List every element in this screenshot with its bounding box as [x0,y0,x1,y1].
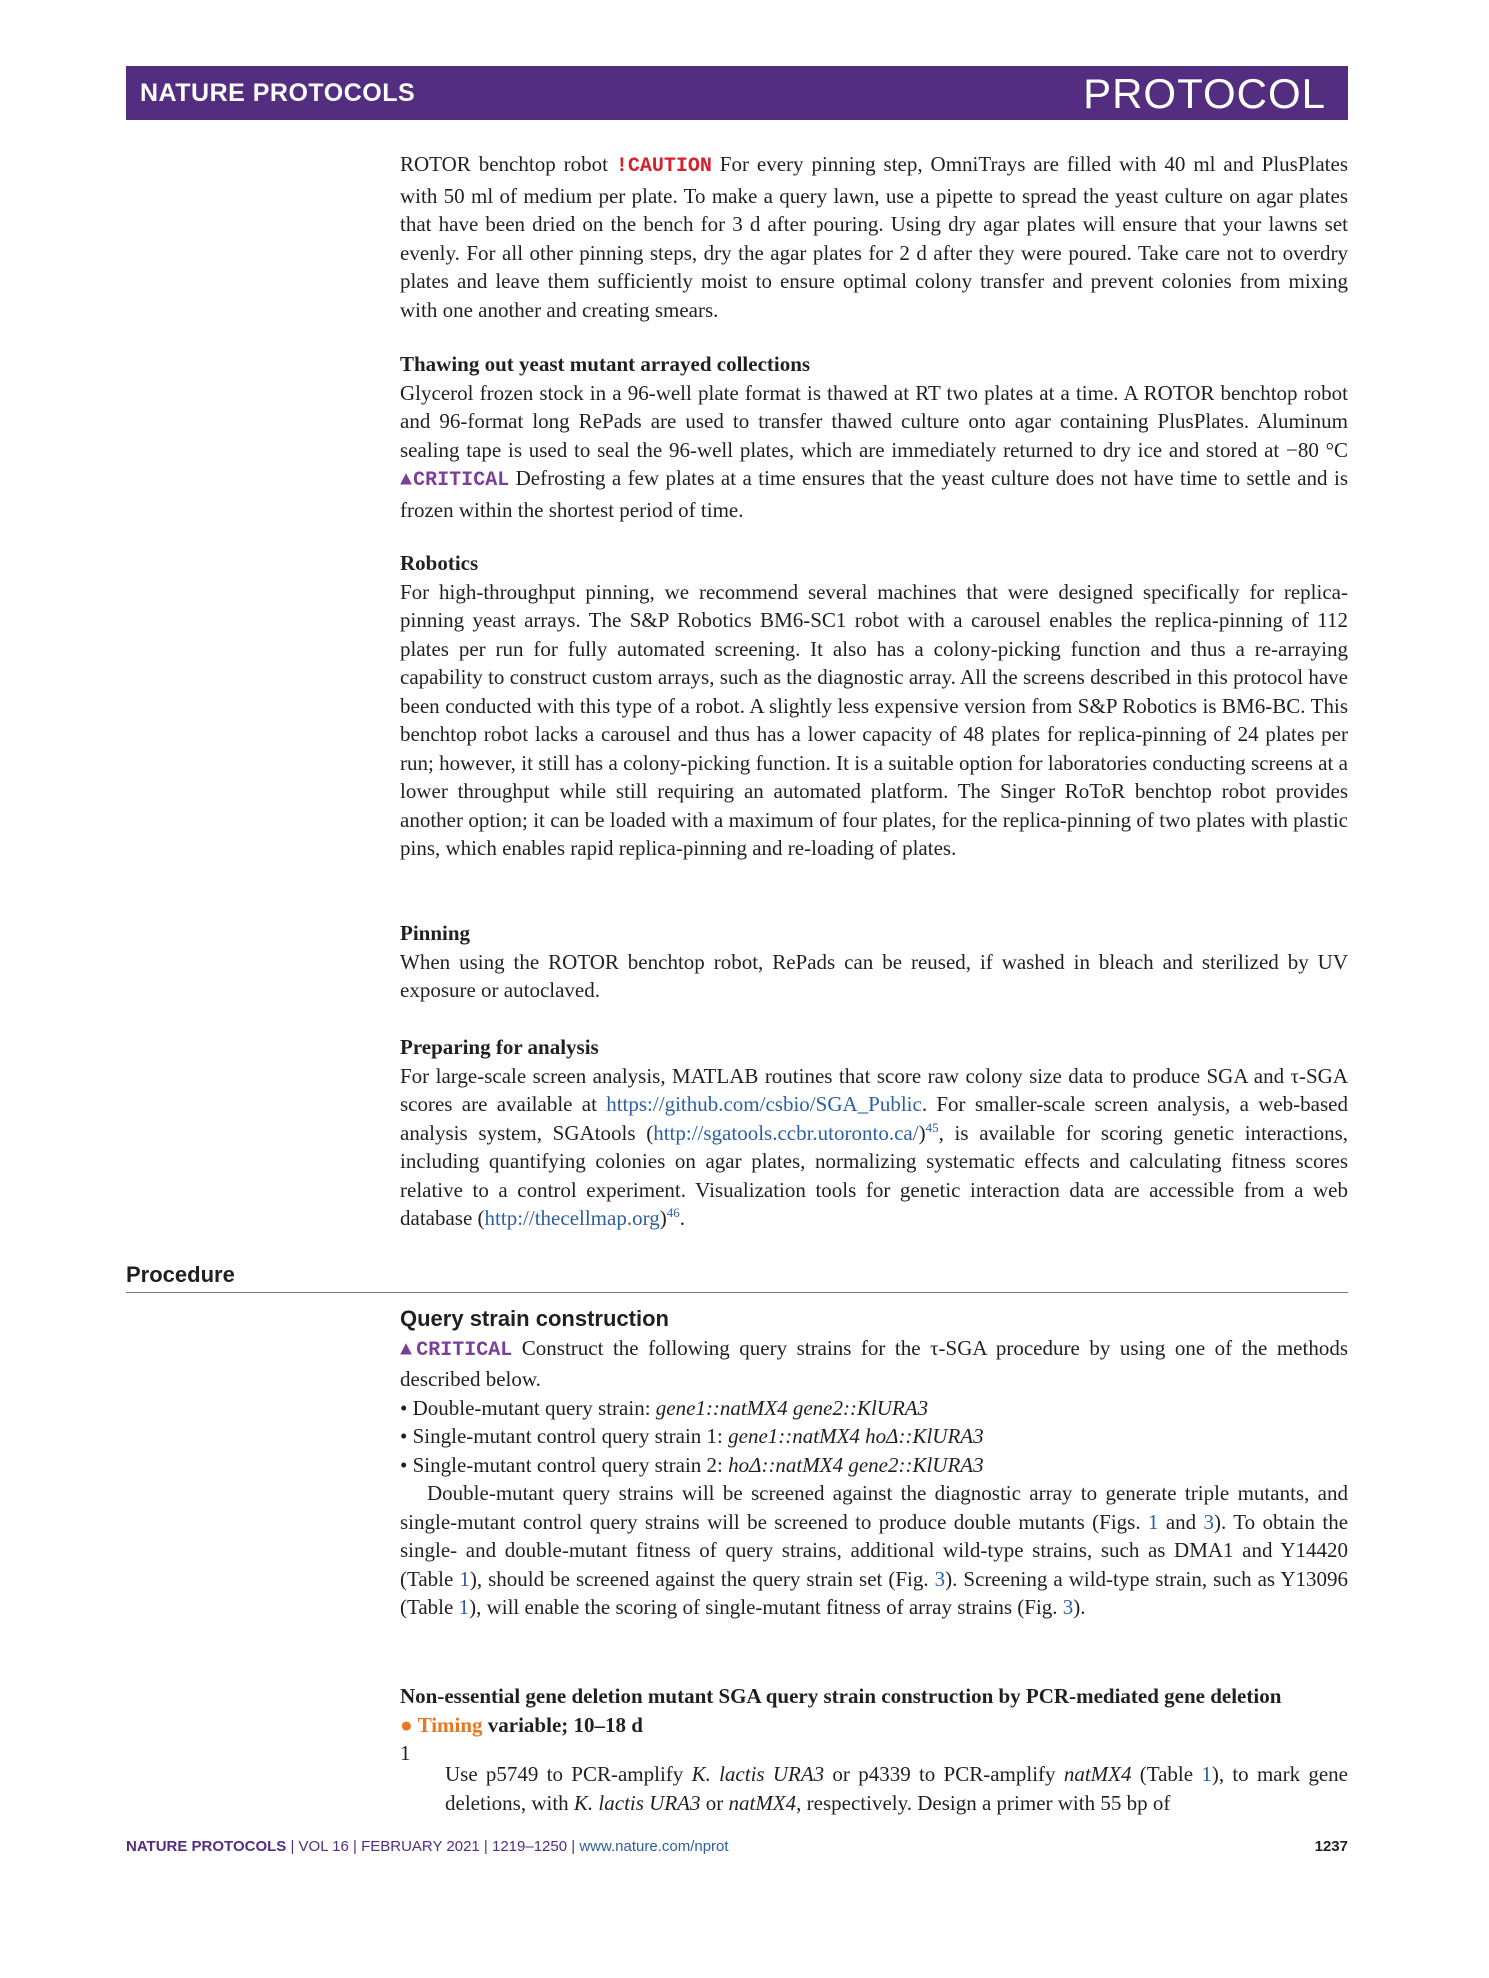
bullet-double-mutant [400,1394,1348,1423]
bullet-label: • Double-mutant query strain: [400,1395,656,1420]
analysis-heading: Preparing for analysis [400,1035,599,1059]
figure-ref[interactable]: 3 [934,1566,946,1591]
timing-label: Timing [417,1712,483,1737]
text: (Table [1131,1762,1202,1786]
bullet-single-mutant-2 [400,1451,1348,1480]
reference-45[interactable]: 45 [925,1119,939,1135]
text: or [700,1790,729,1815]
journal-banner [126,66,1348,120]
bullet-label: • Single-mutant control query strain 2: [400,1452,729,1477]
footer-volume: VOL 16 [298,1838,349,1855]
text: or p4339 to PCR-amplify [824,1762,1064,1786]
analysis-text-2: . For smaller-scale screen analysis, a web-based analysis system, SGAtools ( [400,1092,1348,1145]
section-label: PROTOCOL [1083,70,1326,117]
cellmap-link[interactable]: http://thecellmap.org [484,1206,660,1230]
robotics-section [400,549,1348,863]
procedure-title: Procedure [126,1262,235,1287]
genotype: gene1::natMX4 hoΔ::KlURA3 [728,1424,984,1448]
pinning-body: When using the ROTOR benchtop robot, RePads can be reused, if washed in bleach and sterilized by UV exposure or autoclaved. [400,949,1348,1002]
analysis-text-4: , is available for scoring genetic interactions, including quantifying colonies on agar plates, normalizing systematic effects and calculating fitness scores relative to a control experiment. Visualization tools for genetic interaction data are accessible from a web database ( [400,1120,1348,1230]
page-number: 1237 [1314,1838,1348,1855]
table-ref[interactable]: 1 [1201,1762,1212,1786]
critical-label: ▲CRITICAL [400,469,510,492]
analysis-section [400,1033,1348,1233]
text: ). To obtain the single- and double-mutant fitness of query strains, additional wild-type strains, such as DMA1 and Y14420 (Table [400,1509,1349,1591]
text: Double-mutant query strains will be screened against the diagnostic array to generate triple mutants, and single-mutant control query strains will be screened to produce double mutants (Figs. [400,1481,1348,1534]
gene-name: natMX4 [1063,1762,1132,1786]
genotype: gene1::natMX4 gene2::KlURA3 [655,1395,929,1420]
separator: | [348,1838,362,1855]
query-section [400,1305,1348,1622]
query-heading: Query strain construction [400,1306,669,1331]
footer-date: FEBRUARY 2021 [361,1838,480,1855]
intro-text-a: ROTOR benchtop robot [400,152,616,176]
step-1 [400,1739,1348,1838]
nonessential-section [400,1682,1348,1739]
footer-journal: NATURE PROTOCOLS [126,1838,287,1855]
analysis-text-1: For large-scale screen analysis, MATLAB routines that score raw colony size data to produce SGA and τ-SGA scores are available at [400,1063,1348,1116]
text: ). [1073,1595,1086,1619]
gene-name: K. lactis URA3 [573,1790,701,1815]
thawing-text-b: Defrosting a few plates at a time ensures that the yeast culture does not have time to settle and is frozen within the shortest period of time. [400,466,1348,522]
text: Use p5749 to PCR-amplify [445,1762,692,1786]
robotics-heading: Robotics [400,551,479,575]
separator: | [567,1838,580,1855]
caution-label: !CAUTION [615,155,712,178]
text: ), will enable the scoring of single-mutant fitness of array strains (Fig. [469,1595,1063,1619]
text: ), should be screened against the query strain set (Fig. [469,1566,935,1591]
separator: | [286,1838,299,1855]
pinning-section [400,919,1348,1005]
analysis-text-5: ) [659,1206,667,1230]
thawing-section [400,350,1348,524]
timing-bullet-icon: ● [400,1712,413,1737]
procedure-divider [126,1292,1348,1293]
text: , respectively. Design a primer with 55 bp of [796,1790,1171,1815]
journal-name: NATURE PROTOCOLS [140,79,416,107]
reference-46[interactable]: 46 [666,1205,680,1220]
gene-name: natMX4 [728,1790,797,1815]
table-ref[interactable]: 1 [459,1566,470,1591]
footer-pages: 1219–1250 [492,1838,568,1855]
sgatools-link[interactable]: http://sgatools.ccbr.utoronto.ca/ [653,1120,919,1145]
analysis-text-3: ) [918,1120,926,1145]
figure-ref[interactable]: 3 [1203,1509,1215,1534]
figure-ref[interactable]: 1 [1147,1509,1159,1534]
figure-ref[interactable]: 3 [1062,1595,1074,1619]
gene-name: K. lactis URA3 [691,1762,825,1786]
text: and [1158,1509,1204,1534]
query-paragraph [400,1479,1348,1622]
text: ). Screening a wild-type strain, such as Y13096 (Table [400,1566,1348,1619]
separator: | [479,1838,492,1855]
intro-text-b: For every pinning step, OmniTrays are filled with 40 ml and PlusPlates with 50 ml of medium per plate. To make a query lawn, use a pipette to spread the yeast culture on agar plates that have been dried on the bench for 3 d after pouring. Using dry agar plates will ensure that your lawns set evenly. For all other pinning steps, dry the agar plates for 2 d after they were poured. Take care not to overdry plates and leave them sufficiently moist to ensure optimal colony transfer and prevent colonies from mixing with one another and creating smears. [400,152,1348,322]
text: ), to mark gene deletions, with [445,1762,1348,1815]
table-ref[interactable]: 1 [458,1595,470,1619]
query-critical-text: Construct the following query strains for the τ-SGA procedure by using one of the methods described below. [400,1335,1348,1391]
nonessential-heading: Non-essential gene deletion mutant SGA query strain construction by PCR-mediated gene deletion [400,1684,1282,1708]
github-link[interactable]: https://github.com/csbio/SGA_Public [606,1092,922,1116]
intro-paragraph [400,150,1348,324]
bullet-label: • Single-mutant control query strain 1: [400,1424,729,1448]
thawing-heading: Thawing out yeast mutant arrayed collections [400,352,811,376]
robotics-body: For high-throughput pinning, we recommend several machines that were designed specifically for replica-pinning yeast arrays. The S&P Robotics BM6-SC1 robot with a carousel enables the replica-pinning of 112 plates per run for fully automated screening. It also has a colony-picking function and thus a re-arraying capability to construct custom arrays, such as the diagnostic array. All the screens described in this protocol have been conducted with this type of a robot. A slightly less expensive version from S&P Robotics is BM6-BC. This benchtop robot lacks a carousel and thus has a lower capacity of 48 plates for replica-pinning of 24 plates per run; however, it still has a colony-picking function. It is a suitable option for laboratories conducting screens at a lower throughput while still requiring an automated platform. The Singer RoToR benchtop robot provides another option; it can be loaded with a maximum of four plates, for the replica-pinning of two plates with plastic pins, which enables rapid replica-pinning and re-loading of plates. [400,579,1348,860]
pinning-heading: Pinning [400,921,471,945]
query-critical-label: ▲CRITICAL [400,1338,513,1362]
bullet-single-mutant-1 [400,1422,1348,1451]
timing-value: variable; 10–18 d [482,1712,643,1737]
genotype: hoΔ::natMX4 gene2::KlURA3 [728,1452,984,1477]
footer-url[interactable]: www.nature.com/nprot [579,1838,729,1855]
step-number: 1 [400,1741,411,1765]
page-footer [126,1838,1348,1855]
analysis-text-6: . [679,1206,685,1230]
thawing-text-a: Glycerol frozen stock in a 96-well plate format is thawed at RT two plates at a time. A ROTOR benchtop robot and 96-format long RePads are used to transfer thawed culture onto agar containing PlusPlates. Aluminum sealing tape is used to seal the 96-well plates, which are immediately returned to dry ice and stored at −80 °C [400,380,1348,462]
